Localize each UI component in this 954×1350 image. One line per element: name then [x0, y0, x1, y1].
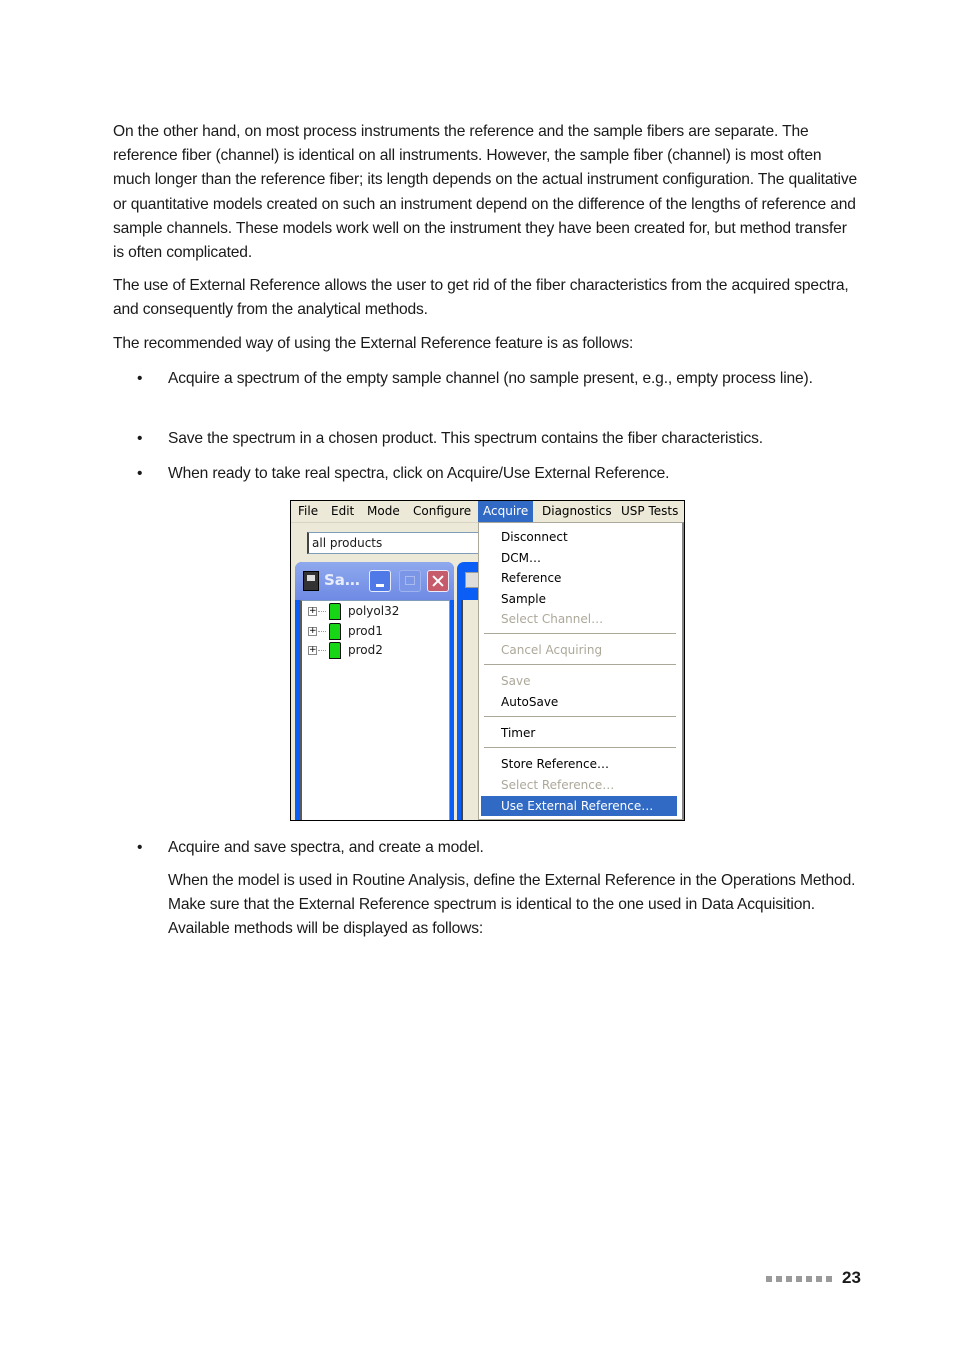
menu-item-save: Save [501, 674, 531, 688]
product-tree [300, 600, 450, 821]
bullet-item [113, 836, 858, 860]
menu-item-use-external-reference[interactable]: Use External Reference… [481, 796, 677, 816]
menu-acquire[interactable]: Acquire [478, 501, 533, 522]
acquire-dropdown-menu [478, 522, 684, 820]
expand-icon[interactable]: + [309, 606, 317, 616]
product-folder-icon [329, 603, 341, 620]
samples-window [295, 562, 454, 821]
bullet-text: Acquire and save spectra, and create a model. [168, 839, 484, 856]
menu-edit[interactable]: Edit [331, 504, 355, 518]
bullet-glyph: • [137, 430, 143, 447]
product-folder-icon [329, 623, 341, 640]
bullet-item [113, 462, 858, 486]
menu-item-disconnect[interactable]: Disconnect [501, 530, 568, 544]
product-folder-icon [329, 642, 341, 659]
tree-node-label: prod2 [348, 643, 383, 657]
close-button[interactable] [427, 570, 449, 592]
menu-item-timer[interactable]: Timer [501, 726, 536, 740]
menu-diagnostics[interactable]: Diagnostics [542, 504, 612, 518]
menu-item-dcm[interactable]: DCM… [501, 551, 541, 565]
menu-item-autosave[interactable]: AutoSave [501, 695, 559, 709]
page-marker-dots [766, 1276, 832, 1282]
samples-window-title: Sa… [324, 571, 360, 589]
minimize-button[interactable] [369, 570, 391, 592]
expand-icon[interactable]: + [309, 645, 317, 655]
window-app-icon [303, 571, 319, 591]
bullet-text: Save the spectrum in a chosen product. This spectrum contains the fiber characteristics. [168, 430, 763, 447]
maximize-button[interactable] [399, 570, 421, 592]
acquire-menu-screenshot [290, 500, 685, 821]
page-number: 23 [842, 1268, 861, 1287]
menu-configure[interactable]: Configure [413, 504, 472, 518]
expand-icon[interactable]: + [309, 626, 317, 636]
paragraph-external-reference-purpose: The use of External Reference allows the user to get rid of the fiber characteristics from the acquired spectra, and consequently from the analytical methods. [113, 277, 849, 319]
product-filter-combo[interactable]: all products [307, 532, 487, 554]
tree-connector [318, 650, 326, 651]
menu-file[interactable]: File [298, 504, 319, 518]
menu-item-store-reference[interactable]: Store Reference… [501, 757, 609, 771]
menu-separator [484, 664, 676, 665]
menu-item-select-channel: Select Channel… [501, 612, 604, 626]
menu-separator [484, 716, 676, 717]
bullet-glyph: • [137, 839, 143, 856]
bullet-text: When ready to take real spectra, click on Acquire/Use External Reference. [168, 465, 670, 482]
bullet-glyph: • [137, 370, 143, 387]
menu-bar [291, 501, 684, 523]
menu-item-sample[interactable]: Sample [501, 592, 546, 606]
bullet-glyph: • [137, 465, 143, 482]
menu-separator [484, 633, 676, 634]
paragraph-fiber-intro: On the other hand, on most process instruments the reference and the sample fibers are separate. The reference fiber (channel) is identical on all instruments. However, the sample fiber (channel) is most often much longer than the reference fiber; its length depends on the actual instrument configuration. The qualitative or quantitative models created on such an instrument depend on the difference of the lengths of reference and sample channels. These models work well on the instrument they have been created for, but method transfer is often complicated. [113, 123, 858, 262]
menu-separator [484, 747, 676, 748]
tree-node-label: polyol32 [348, 604, 400, 618]
tree-connector [318, 631, 326, 632]
menu-usp-tests[interactable]: USP Tests [621, 504, 679, 518]
menu-item-reference[interactable]: Reference [501, 571, 562, 585]
menu-mode[interactable]: Mode [367, 504, 400, 518]
paragraph-routine-analysis: When the model is used in Routine Analysis, define the External Reference in the Operations Method. Make sure that the External Reference spectrum is identical to the one used in Data Acquisition. Available methods will be displayed as follows: [168, 872, 856, 938]
bullet-item [113, 427, 858, 451]
bullet-text: Acquire a spectrum of the empty sample channel (no sample present, e.g., empty process line). [168, 370, 813, 387]
menu-item-select-reference: Select Reference… [501, 778, 615, 792]
menu-item-cancel-acquiring: Cancel Acquiring [501, 643, 603, 657]
paragraph-recommended-way: The recommended way of using the External Reference feature is as follows: [113, 335, 634, 352]
tree-node-label: prod1 [348, 624, 383, 638]
bullet-item [113, 367, 858, 391]
tree-connector [318, 611, 326, 612]
samples-window-titlebar[interactable] [295, 562, 454, 600]
